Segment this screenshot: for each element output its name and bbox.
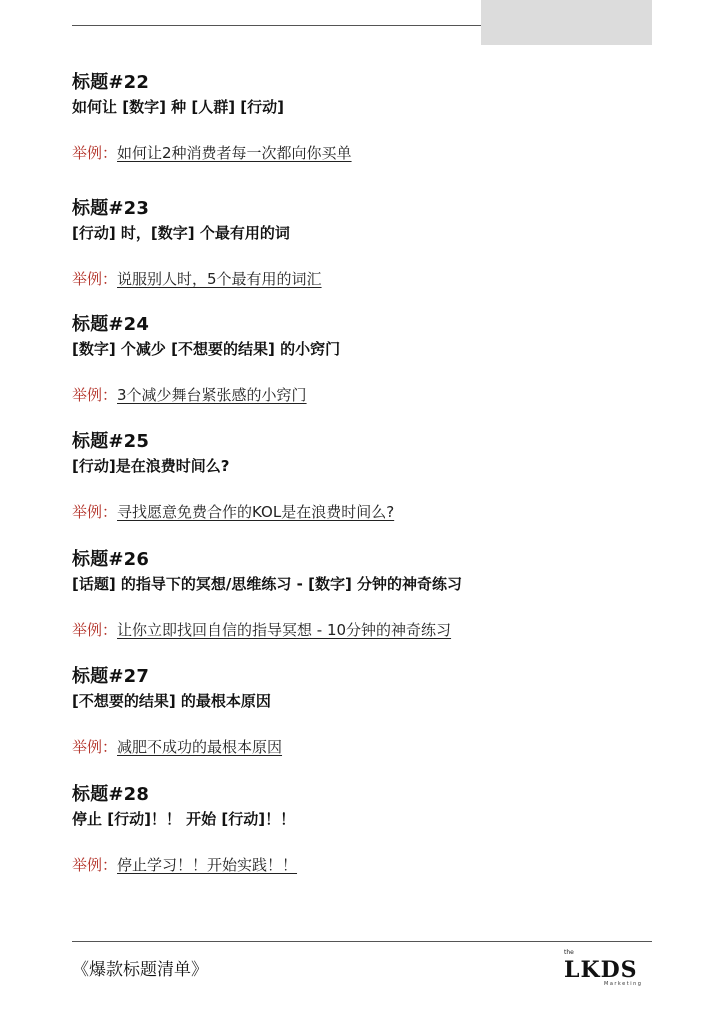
entry-example	[72, 502, 652, 522]
entry-example	[72, 385, 652, 405]
entry-example	[72, 737, 652, 757]
lkds-logo	[560, 950, 650, 990]
headline-entry-22	[72, 72, 652, 163]
entry-example	[72, 620, 652, 640]
entry-title: 标题#26	[72, 549, 150, 570]
example-text: 说服别人时，5个最有用的词汇	[117, 270, 322, 288]
example-text: 让你立即找回自信的指导冥想 - 10分钟的神奇练习	[117, 621, 452, 639]
entry-title: 标题#22	[72, 72, 150, 93]
example-label: 举例：	[72, 503, 118, 521]
entry-formula: [数字] 个减少 [不想要的结果] 的小窍门	[72, 340, 341, 358]
example-label: 举例：	[72, 270, 118, 288]
example-text: 减肥不成功的最根本原因	[117, 738, 283, 756]
headline-entry-25	[72, 431, 652, 522]
logo-main-text: LKDS	[564, 957, 638, 983]
entry-example	[72, 143, 652, 163]
footer-document-title: 《爆款标题清单》	[72, 960, 208, 980]
top-divider	[72, 25, 482, 26]
example-label: 举例：	[72, 621, 118, 639]
entry-formula: [话题] 的指导下的冥想/思维练习 - [数字] 分钟的神奇练习	[72, 575, 463, 593]
headline-entry-28	[72, 784, 652, 875]
headline-entry-24	[72, 314, 652, 405]
entry-example	[72, 855, 652, 875]
entry-formula: 停止 [行动]！！ 开始 [行动]！！	[72, 810, 296, 828]
entry-example	[72, 269, 652, 289]
footer-divider	[72, 941, 652, 942]
example-text: 寻找愿意免费合作的KOL是在浪费时间么?	[117, 503, 395, 521]
logo-the-text: the	[564, 949, 574, 956]
entry-formula: 如何让 [数字] 种 [人群] [行动]	[72, 98, 285, 116]
example-label: 举例：	[72, 738, 118, 756]
logo-sub-text: Marketing	[604, 981, 643, 987]
example-text: 停止学习！！开始实践！！	[117, 856, 298, 874]
example-label: 举例：	[72, 386, 118, 404]
header-placeholder-box	[481, 0, 652, 45]
entry-title: 标题#24	[72, 314, 150, 335]
example-label: 举例：	[72, 856, 118, 874]
example-label: 举例：	[72, 144, 118, 162]
entry-formula: [行动] 时，[数字] 个最有用的词	[72, 224, 290, 242]
entry-title: 标题#25	[72, 431, 150, 452]
entry-title: 标题#28	[72, 784, 150, 805]
headline-entry-26	[72, 549, 652, 640]
example-text: 3个减少舞台紧张感的小窍门	[117, 386, 307, 404]
entry-title: 标题#27	[72, 666, 150, 687]
entry-formula: [行动]是在浪费时间么?	[72, 457, 230, 475]
headline-entry-23	[72, 198, 652, 289]
headline-entry-27	[72, 666, 652, 757]
entry-title: 标题#23	[72, 198, 150, 219]
entry-formula: [不想要的结果] 的最根本原因	[72, 692, 271, 710]
example-text: 如何让2种消费者每一次都向你买单	[117, 144, 352, 162]
